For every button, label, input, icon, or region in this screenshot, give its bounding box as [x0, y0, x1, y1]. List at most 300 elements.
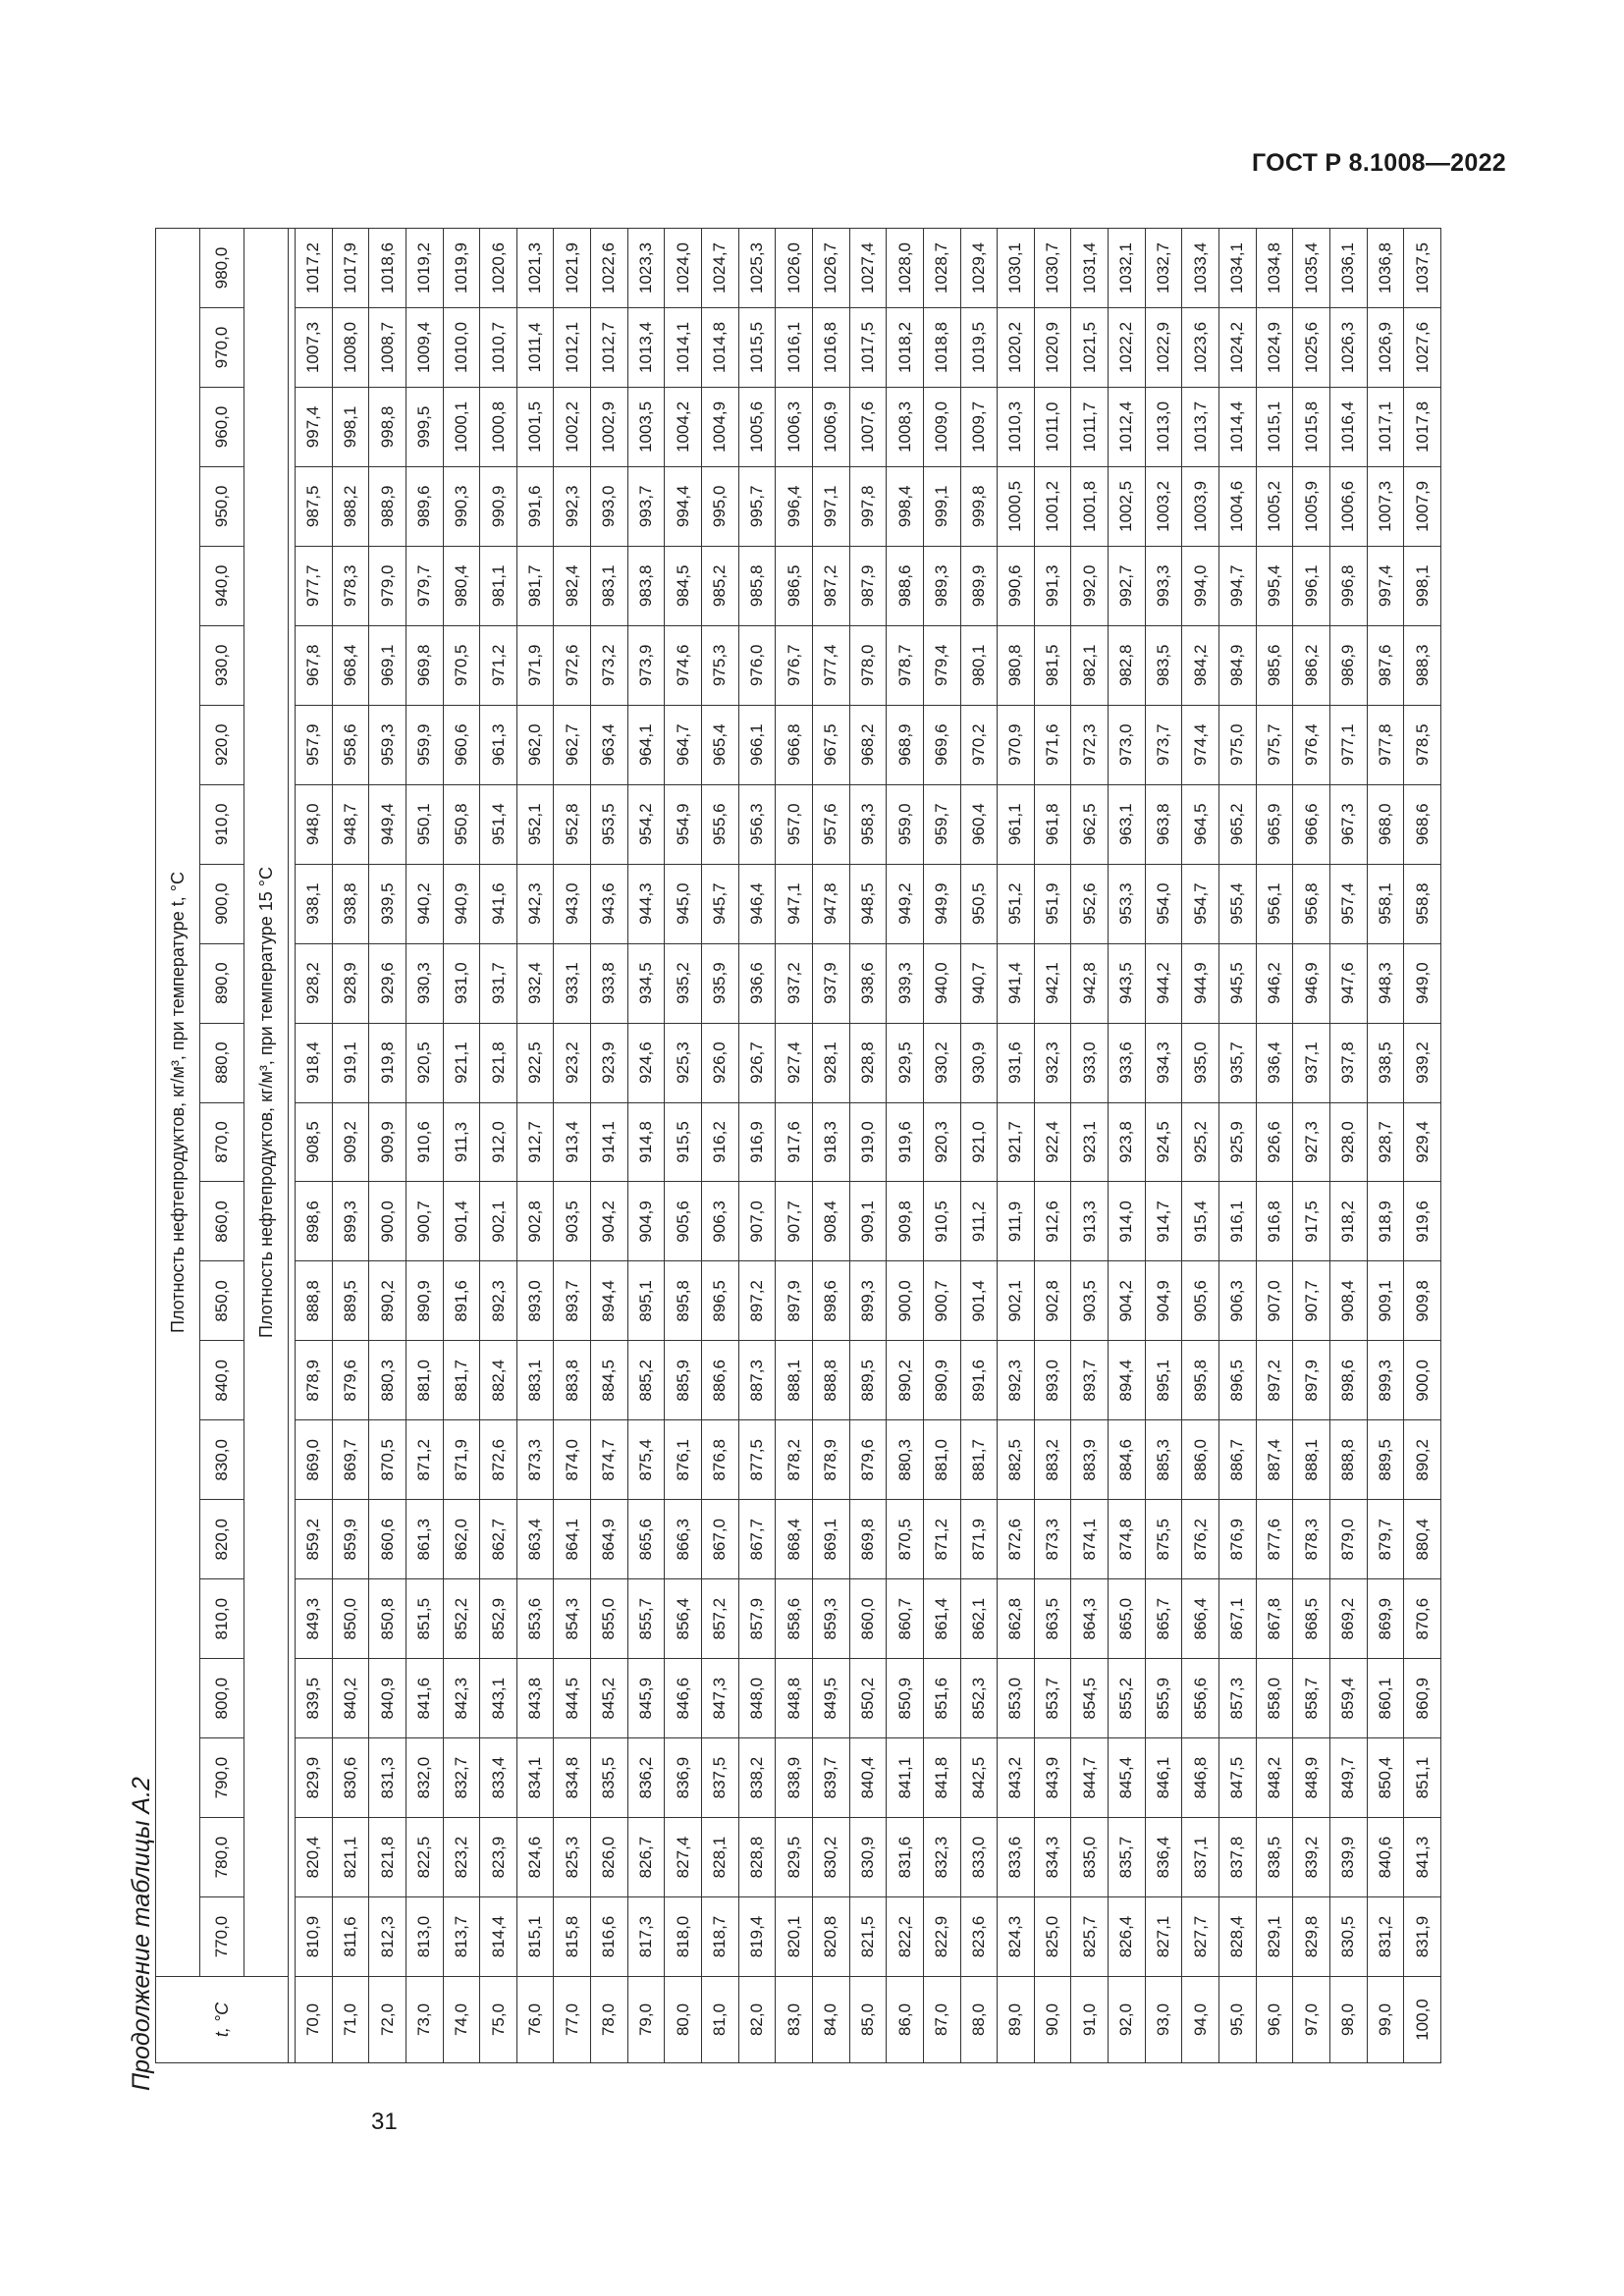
density-cell: 934,5 [627, 943, 665, 1023]
density-cell: 980,4 [443, 546, 480, 625]
density-cell: 912,6 [1034, 1182, 1071, 1261]
column-header: 980,0 [200, 229, 244, 308]
density-cell: 925,2 [1182, 1102, 1219, 1182]
column-header: 860,0 [200, 1182, 244, 1261]
density-cell: 828,4 [1219, 1897, 1257, 1977]
density-cell: 879,0 [1329, 1500, 1367, 1579]
density-cell: 984,5 [665, 546, 702, 625]
density-cell: 933,0 [1071, 1023, 1109, 1102]
density-cell: 977,1 [1329, 705, 1367, 784]
density-cell: 856,6 [1182, 1659, 1219, 1738]
density-cell: 810,9 [296, 1897, 333, 1977]
density-cell: 925,9 [1219, 1102, 1257, 1182]
density-cell: 990,9 [480, 466, 517, 546]
temperature-cell: 82,0 [738, 1977, 776, 2063]
column-header: 780,0 [200, 1818, 244, 1897]
density-cell: 829,5 [776, 1818, 813, 1897]
density-cell: 907,7 [776, 1182, 813, 1261]
density-cell: 958,1 [1367, 864, 1404, 943]
density-cell: 954,0 [1145, 864, 1182, 943]
density-cell: 849,5 [812, 1659, 849, 1738]
density-cell: 859,4 [1329, 1659, 1367, 1738]
temperature-cell: 94,0 [1182, 1977, 1219, 2063]
density-cell: 900,0 [887, 1261, 924, 1341]
density-cell: 966,6 [1293, 784, 1330, 864]
density-cell: 830,6 [332, 1738, 369, 1818]
density-cell: 1014,1 [665, 307, 702, 387]
density-cell: 955,6 [702, 784, 739, 864]
density-cell: 867,8 [1256, 1579, 1293, 1659]
density-cell: 1012,7 [591, 307, 628, 387]
density-cell: 860,6 [369, 1500, 406, 1579]
density-cell: 928,1 [812, 1023, 849, 1102]
density-cell: 1018,8 [923, 307, 960, 387]
density-cell: 829,1 [1256, 1897, 1293, 1977]
density-cell: 910,6 [406, 1102, 443, 1182]
density-cell: 926,6 [1256, 1102, 1293, 1182]
density-cell: 960,4 [960, 784, 998, 864]
density-cell: 911,3 [443, 1102, 480, 1182]
density-cell: 869,7 [332, 1420, 369, 1500]
density-cell: 863,5 [1034, 1579, 1071, 1659]
density-cell: 982,4 [554, 546, 591, 625]
density-cell: 962,5 [1071, 784, 1109, 864]
density-cell: 846,1 [1145, 1738, 1182, 1818]
density-cell: 889,5 [332, 1261, 369, 1341]
density-cell: 888,8 [812, 1341, 849, 1420]
density-cell: 978,7 [887, 625, 924, 705]
density-cell: 987,2 [812, 546, 849, 625]
density-cell: 818,7 [702, 1897, 739, 1977]
density-cell: 1023,3 [627, 229, 665, 308]
density-cell: 980,8 [998, 625, 1035, 705]
density-cell: 862,7 [480, 1500, 517, 1579]
density-cell: 880,3 [369, 1341, 406, 1420]
density-cell: 929,4 [1404, 1102, 1441, 1182]
density-cell: 879,6 [849, 1420, 887, 1500]
density-cell: 950,5 [960, 864, 998, 943]
density-cell: 982,8 [1109, 625, 1146, 705]
density-cell: 813,7 [443, 1897, 480, 1977]
table-row [1404, 229, 1441, 2063]
density-cell: 883,8 [554, 1341, 591, 1420]
density-cell: 886,0 [1182, 1420, 1219, 1500]
density-cell: 864,3 [1071, 1579, 1109, 1659]
density-cell: 988,9 [369, 466, 406, 546]
density-cell: 823,9 [480, 1818, 517, 1897]
temperature-cell: 93,0 [1145, 1977, 1182, 2063]
density-cell: 991,6 [516, 466, 554, 546]
density-cell: 901,4 [443, 1182, 480, 1261]
density-cell: 838,9 [776, 1738, 813, 1818]
density-cell: 929,5 [887, 1023, 924, 1102]
density-cell: 956,8 [1293, 864, 1330, 943]
density-cell: 886,6 [702, 1341, 739, 1420]
density-cell: 900,0 [369, 1182, 406, 1261]
density-cell: 829,9 [296, 1738, 333, 1818]
density-cell: 852,3 [960, 1659, 998, 1738]
density-cell: 1018,6 [369, 229, 406, 308]
density-cell: 1010,7 [480, 307, 517, 387]
density-cell: 940,7 [960, 943, 998, 1023]
density-cell: 1031,4 [1071, 229, 1109, 308]
density-cell: 1030,1 [998, 229, 1035, 308]
density-cell: 841,3 [1404, 1818, 1441, 1897]
table-row [554, 229, 591, 2063]
density-cell: 994,4 [665, 466, 702, 546]
density-cell: 888,8 [1329, 1420, 1367, 1500]
density-cell: 857,9 [738, 1579, 776, 1659]
density-cell: 870,5 [369, 1420, 406, 1500]
density-cell: 923,1 [1071, 1102, 1109, 1182]
density-cell: 990,3 [443, 466, 480, 546]
density-cell: 1005,6 [738, 387, 776, 466]
temperature-cell: 92,0 [1109, 1977, 1146, 2063]
density-cell: 822,5 [406, 1818, 443, 1897]
density-cell: 824,6 [516, 1818, 554, 1897]
density-cell: 871,9 [443, 1420, 480, 1500]
density-cell: 973,9 [627, 625, 665, 705]
density-cell: 918,2 [1329, 1182, 1367, 1261]
density-cell: 931,7 [480, 943, 517, 1023]
density-cell: 911,9 [998, 1182, 1035, 1261]
density-cell: 976,7 [776, 625, 813, 705]
density-cell: 859,9 [332, 1500, 369, 1579]
density-cell: 975,7 [1256, 705, 1293, 784]
density-cell: 826,7 [627, 1818, 665, 1897]
density-cell: 914,0 [1109, 1182, 1146, 1261]
density-cell: 920,5 [406, 1023, 443, 1102]
density-cell: 940,2 [406, 864, 443, 943]
density-cell: 1020,6 [480, 229, 517, 308]
density-cell: 871,9 [960, 1500, 998, 1579]
density-cell: 966,8 [776, 705, 813, 784]
density-cell: 918,3 [812, 1102, 849, 1182]
density-cell: 1006,3 [776, 387, 813, 466]
density-cell: 860,9 [1404, 1659, 1441, 1738]
temperature-cell: 73,0 [406, 1977, 443, 2063]
density-cell: 1017,1 [1367, 387, 1404, 466]
density-cell: 1013,7 [1182, 387, 1219, 466]
density-cell: 837,5 [702, 1738, 739, 1818]
density-cell: 968,9 [887, 705, 924, 784]
density-cell: 860,1 [1367, 1659, 1404, 1738]
density-cell: 1011,7 [1071, 387, 1109, 466]
density-cell: 1015,1 [1256, 387, 1293, 466]
density-cell: 951,4 [480, 784, 517, 864]
density-cell: 978,5 [1404, 705, 1441, 784]
density-cell: 1021,9 [554, 229, 591, 308]
density-cell: 898,6 [296, 1182, 333, 1261]
density-cell: 922,4 [1034, 1102, 1071, 1182]
density-cell: 855,7 [627, 1579, 665, 1659]
density-cell: 841,8 [923, 1738, 960, 1818]
density-cell: 871,2 [923, 1500, 960, 1579]
density-cell: 967,3 [1329, 784, 1367, 864]
column-header: 910,0 [200, 784, 244, 864]
density-cell: 914,8 [627, 1102, 665, 1182]
density-cell: 850,8 [369, 1579, 406, 1659]
density-cell: 904,2 [591, 1182, 628, 1261]
density-cell: 894,4 [591, 1261, 628, 1341]
density-cell: 973,0 [1109, 705, 1146, 784]
density-cell: 1005,9 [1293, 466, 1330, 546]
density-cell: 1019,9 [443, 229, 480, 308]
density-cell: 1015,8 [1293, 387, 1330, 466]
density-cell: 850,4 [1367, 1738, 1404, 1818]
table-row [406, 229, 443, 2063]
separator-row [289, 229, 296, 2063]
density-cell: 1000,5 [998, 466, 1035, 546]
density-cell: 899,3 [849, 1261, 887, 1341]
density-cell: 833,0 [960, 1818, 998, 1897]
density-cell: 947,1 [776, 864, 813, 943]
density-cell: 997,4 [1367, 546, 1404, 625]
density-cell: 904,2 [1109, 1261, 1146, 1341]
density-cell: 867,0 [702, 1500, 739, 1579]
density-cell: 926,7 [738, 1023, 776, 1102]
density-cell: 946,4 [738, 864, 776, 943]
density-cell: 961,1 [998, 784, 1035, 864]
temperature-cell: 84,0 [812, 1977, 849, 2063]
density-cell: 957,6 [812, 784, 849, 864]
density-cell: 874,1 [1071, 1500, 1109, 1579]
density-cell: 840,6 [1367, 1818, 1404, 1897]
density-cell: 948,3 [1367, 943, 1404, 1023]
density-cell: 916,9 [738, 1102, 776, 1182]
table-row [1145, 229, 1182, 2063]
density-cell: 836,9 [665, 1738, 702, 1818]
density-cell: 996,1 [1293, 546, 1330, 625]
density-cell: 878,9 [296, 1341, 333, 1420]
density-cell: 903,5 [554, 1182, 591, 1261]
table-row [702, 229, 739, 2063]
density-cell: 985,2 [702, 546, 739, 625]
temperature-cell: 98,0 [1329, 1977, 1367, 2063]
density-cell: 957,4 [1329, 864, 1367, 943]
density-cell: 909,8 [887, 1182, 924, 1261]
temperature-header: t, °C [156, 1977, 289, 2063]
density-cell: 851,6 [923, 1659, 960, 1738]
density-cell: 881,0 [406, 1341, 443, 1420]
density-cell: 859,2 [296, 1500, 333, 1579]
density-cell: 865,0 [1109, 1579, 1146, 1659]
density-cell: 1007,9 [1404, 466, 1441, 546]
density-cell: 997,1 [812, 466, 849, 546]
density-cell: 952,6 [1071, 864, 1109, 943]
page-number: 31 [371, 2109, 398, 2135]
density-cell: 880,4 [1404, 1500, 1441, 1579]
density-cell: 984,9 [1219, 625, 1257, 705]
density-cell: 832,7 [443, 1738, 480, 1818]
density-cell: 890,9 [923, 1341, 960, 1420]
density-cell: 944,2 [1145, 943, 1182, 1023]
density-cell: 975,3 [702, 625, 739, 705]
density-cell: 876,2 [1182, 1500, 1219, 1579]
density-cell: 919,6 [1404, 1182, 1441, 1261]
density-cell: 949,9 [923, 864, 960, 943]
density-cell: 935,9 [702, 943, 739, 1023]
density-cell: 1016,1 [776, 307, 813, 387]
density-cell: 883,9 [1071, 1420, 1109, 1500]
density-cell: 836,4 [1145, 1818, 1182, 1897]
density-cell: 846,8 [1182, 1738, 1219, 1818]
density-cell: 905,6 [1182, 1261, 1219, 1341]
density-cell: 820,4 [296, 1818, 333, 1897]
density-cell: 971,9 [516, 625, 554, 705]
density-cell: 836,2 [627, 1738, 665, 1818]
density-cell: 886,7 [1219, 1420, 1257, 1500]
density-cell: 878,9 [812, 1420, 849, 1500]
density-cell: 881,0 [923, 1420, 960, 1500]
density-cell: 941,4 [998, 943, 1035, 1023]
density-cell: 1007,3 [296, 307, 333, 387]
density-cell: 946,2 [1256, 943, 1293, 1023]
density-cell: 939,3 [887, 943, 924, 1023]
density-cell: 982,1 [1071, 625, 1109, 705]
density-cell: 880,3 [887, 1420, 924, 1500]
density-cell: 890,2 [1404, 1420, 1441, 1500]
density-cell: 837,1 [1182, 1818, 1219, 1897]
density-cell: 812,3 [369, 1897, 406, 1977]
density-cell: 1037,5 [1404, 229, 1441, 308]
density-cell: 1007,3 [1367, 466, 1404, 546]
density-cell: 874,8 [1109, 1500, 1146, 1579]
density-cell: 895,1 [627, 1261, 665, 1341]
density-cell: 885,2 [627, 1341, 665, 1420]
density-cell: 924,6 [627, 1023, 665, 1102]
density-cell: 964,1 [627, 705, 665, 784]
density-cell: 909,1 [849, 1182, 887, 1261]
density-cell: 984,2 [1182, 625, 1219, 705]
density-cell: 825,7 [1071, 1897, 1109, 1977]
density-cell: 877,6 [1256, 1500, 1293, 1579]
column-header: 880,0 [200, 1023, 244, 1102]
density-cell: 902,1 [480, 1182, 517, 1261]
density-cell: 935,2 [665, 943, 702, 1023]
density-cell: 845,9 [627, 1659, 665, 1738]
density-cell: 881,7 [443, 1341, 480, 1420]
density-cell: 993,0 [591, 466, 628, 546]
density-cell: 977,7 [296, 546, 333, 625]
density-cell: 1020,9 [1034, 307, 1071, 387]
density-cell: 852,9 [480, 1579, 517, 1659]
density-cell: 841,6 [406, 1659, 443, 1738]
density-cell: 988,2 [332, 466, 369, 546]
density-cell: 919,0 [849, 1102, 887, 1182]
density-cell: 914,7 [1145, 1182, 1182, 1261]
density-cell: 913,4 [554, 1102, 591, 1182]
density-cell: 945,5 [1219, 943, 1257, 1023]
density-cell: 987,5 [296, 466, 333, 546]
density-cell: 821,1 [332, 1818, 369, 1897]
density-cell: 883,1 [516, 1341, 554, 1420]
document-id: ГОСТ Р 8.1008—2022 [1251, 149, 1506, 177]
density-cell: 929,6 [369, 943, 406, 1023]
density-cell: 879,6 [332, 1341, 369, 1420]
table-row [1367, 229, 1404, 2063]
density-cell: 887,4 [1256, 1420, 1293, 1500]
density-cell: 863,4 [516, 1500, 554, 1579]
table-row [665, 229, 702, 2063]
temperature-cell: 83,0 [776, 1977, 813, 2063]
density-cell: 962,0 [516, 705, 554, 784]
density-cell: 972,3 [1071, 705, 1109, 784]
density-cell: 875,5 [1145, 1500, 1182, 1579]
table-row [1293, 229, 1330, 2063]
density-cell: 1017,8 [1404, 387, 1441, 466]
density-cell: 823,2 [443, 1818, 480, 1897]
density-cell: 904,9 [627, 1182, 665, 1261]
density-cell: 870,6 [1404, 1579, 1441, 1659]
density-table-wrapper [155, 228, 1441, 2063]
temperature-cell: 79,0 [627, 1977, 665, 2063]
temperature-cell: 88,0 [960, 1977, 998, 2063]
density-cell: 930,3 [406, 943, 443, 1023]
density-cell: 921,7 [998, 1102, 1035, 1182]
density-cell: 979,7 [406, 546, 443, 625]
density-cell: 1029,4 [960, 229, 998, 308]
density-cell: 934,3 [1145, 1023, 1182, 1102]
density-cell: 918,4 [296, 1023, 333, 1102]
density-cell: 1024,2 [1219, 307, 1257, 387]
density-cell: 916,2 [702, 1102, 739, 1182]
column-header: 850,0 [200, 1261, 244, 1341]
density-cell: 989,6 [406, 466, 443, 546]
density-cell: 992,3 [554, 466, 591, 546]
density-cell: 1008,0 [332, 307, 369, 387]
density-cell: 923,2 [554, 1023, 591, 1102]
density-cell: 950,8 [443, 784, 480, 864]
density-cell: 931,6 [998, 1023, 1035, 1102]
temperature-cell: 70,0 [296, 1977, 333, 2063]
density-cell: 1022,9 [1145, 307, 1182, 387]
table-row [1329, 229, 1367, 2063]
density-cell: 953,3 [1109, 864, 1146, 943]
density-cell: 1034,8 [1256, 229, 1293, 308]
density-cell: 947,8 [812, 864, 849, 943]
density-cell: 897,2 [738, 1261, 776, 1341]
density-cell: 838,5 [1256, 1818, 1293, 1897]
density-cell: 989,3 [923, 546, 960, 625]
density-cell: 942,3 [516, 864, 554, 943]
temperature-cell: 91,0 [1071, 1977, 1109, 2063]
density-cell: 943,5 [1109, 943, 1146, 1023]
density-cell: 843,8 [516, 1659, 554, 1738]
density-cell: 895,1 [1145, 1341, 1182, 1420]
density-cell: 835,7 [1109, 1818, 1146, 1897]
density-cell: 1016,4 [1329, 387, 1367, 466]
density-cell: 961,8 [1034, 784, 1071, 864]
density-cell: 892,3 [480, 1261, 517, 1341]
density-cell: 891,6 [960, 1341, 998, 1420]
table-row [1071, 229, 1109, 2063]
density-cell: 830,5 [1329, 1897, 1367, 1977]
density-cell: 955,4 [1219, 864, 1257, 943]
density-cell: 842,3 [443, 1659, 480, 1738]
density-cell: 940,9 [443, 864, 480, 943]
density-cell: 978,3 [332, 546, 369, 625]
density-cell: 923,8 [1109, 1102, 1146, 1182]
density-cell: 947,6 [1329, 943, 1367, 1023]
density-cell: 962,7 [554, 705, 591, 784]
density-cell: 995,4 [1256, 546, 1293, 625]
density-cell: 970,5 [443, 625, 480, 705]
density-cell: 940,0 [923, 943, 960, 1023]
table-row [776, 229, 813, 2063]
density-cell: 850,2 [849, 1659, 887, 1738]
density-cell: 831,9 [1404, 1897, 1441, 1977]
